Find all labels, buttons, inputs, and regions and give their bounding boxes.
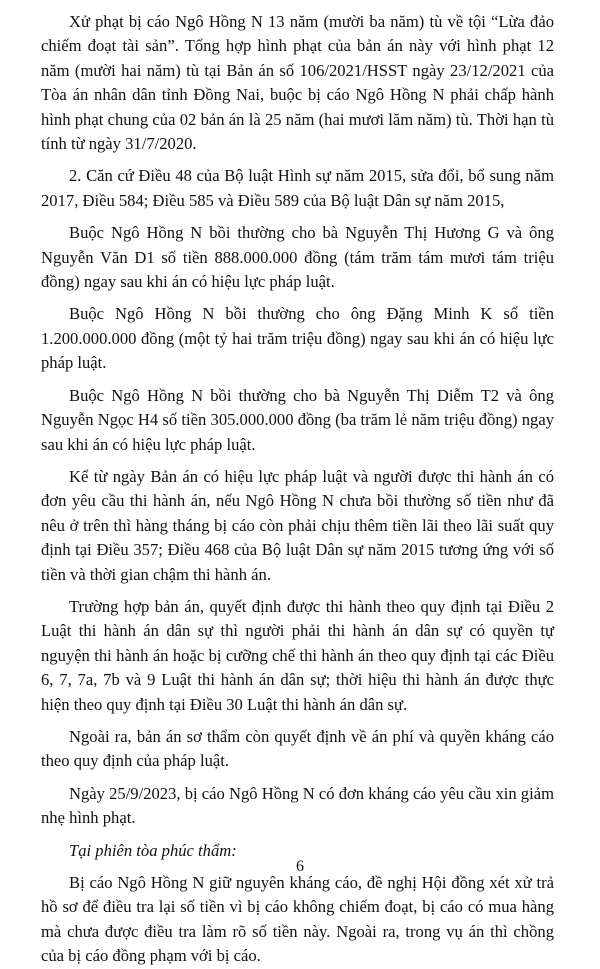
paragraph-legal-basis: 2. Căn cứ Điều 48 của Bộ luật Hình sự năm 2015, sửa đổi, bổ sung năm 2017, Điều 584; Điều 585 và Điều 589 của Bộ luật Dân sự năm 2015,	[41, 166, 554, 210]
paragraph-interest: Kể từ ngày Bản án có hiệu lực pháp luật và người được thi hành án có đơn yêu cầu thi hành án, nếu Ngô Hồng N chưa bồi thường số tiền như đã nêu ở trên thì hàng tháng bị cáo còn phải chịu thêm tiền lãi theo lãi suất quy định tại Điều 357; Điều 468 của Bộ luật Dân sự năm 2015 tương ứng với số tiền và thời gian chậm thi hành án.	[41, 466, 554, 584]
paragraph-sentence: Xử phạt bị cáo Ngô Hồng N 13 năm (mười ba năm) tù về tội “Lừa đảo chiếm đoạt tài sản”. Tổng hợp hình phạt của bản án này với hình phạt 12 năm (mười hai năm) tù tại Bản án số 106/2021/HSST ngày 23/12/2021 của Tòa án nhân dân tỉnh Đồng Nai, buộc bị cáo Ngô Hồng N phải chấp hành hình phạt chung của 02 bản án là 25 năm (hai mươi lăm năm) tù. Thời hạn tù tính từ ngày 31/7/2020.	[41, 12, 554, 154]
paragraph-appeal-date: Ngày 25/9/2023, bị cáo Ngô Hồng N có đơn kháng cáo yêu cầu xin giảm nhẹ hình phạt.	[41, 783, 554, 828]
heading-appeal-hearing: Tại phiên tòa phúc thẩm:	[69, 840, 237, 860]
paragraph-compensation-k: Buộc Ngô Hồng N bồi thường cho ông Đặng Minh K số tiền 1.200.000.000 đồng (một tỷ hai trăm triệu đồng) ngay sau khi án có hiệu lực pháp luật.	[41, 304, 554, 373]
paragraph-compensation-g-d1: Buộc Ngô Hồng N bồi thường cho bà Nguyễn Thị Hương G và ông Nguyễn Văn D1 số tiền 888.000.000 đồng (tám trăm tám mươi tám triệu đồng) ngay sau khi án có hiệu lực pháp luật.	[41, 223, 554, 292]
paragraph-defendant-statement: Bị cáo Ngô Hồng N giữ nguyên kháng cáo, đề nghị Hội đồng xét xử trả hồ sơ để điều tra lại số tiền vì bị cáo không chiếm đoạt, bị cáo có mua hàng mà chưa được điều tra làm rõ số tiền này. Ngoài ra, trong vụ án thì chồng của bị cáo đồng phạm với bị cáo.	[41, 873, 554, 966]
paragraph-compensation-t2-h4: Buộc Ngô Hồng N bồi thường cho bà Nguyễn Thị Diễm T2 và ông Nguyễn Ngọc H4 số tiền 305.000.000 đồng (ba trăm lẻ năm triệu đồng) ngay sau khi án có hiệu lực pháp luật.	[41, 385, 554, 454]
page-number: 6	[296, 858, 304, 875]
paragraph-enforcement: Trường hợp bản án, quyết định được thi hành theo quy định tại Điều 2 Luật thi hành án dân sự thì người phải thi hành án dân sự có quyền tự nguyện thi hành án hoặc bị cưỡng chế thi hành án theo quy định tại các Điều 6, 7, 7a, 7b và 9 Luật thi hành án dân sự; thời hiệu thi hành án được thực hiện theo quy định tại Điều 30 Luật thi hành án dân sự.	[41, 596, 554, 714]
paragraph-fees-appeal: Ngoài ra, bản án sơ thẩm còn quyết định về án phí và quyền kháng cáo theo quy định của pháp luật.	[41, 726, 554, 771]
